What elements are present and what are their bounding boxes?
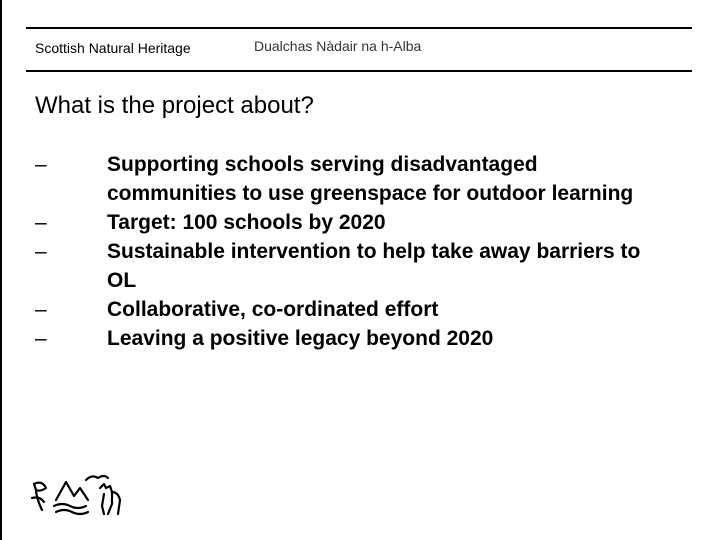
bullet-item [35, 208, 655, 237]
org-name-gaelic: Dualchas Nàdair na h-Alba [254, 38, 422, 54]
bullet-text: Target: 100 schools by 2020 [107, 211, 386, 234]
bullet-dash: – [35, 298, 47, 321]
left-border-rule [0, 0, 2, 540]
snh-logo-icon [28, 470, 126, 518]
bullet-item [35, 237, 655, 295]
header-bottom-rule [26, 70, 692, 72]
bullet-dash: – [35, 240, 47, 263]
bullet-text: Leaving a positive legacy beyond 2020 [107, 327, 494, 350]
slide-title: What is the project about? [35, 92, 314, 119]
org-name-english: Scottish Natural Heritage [35, 40, 191, 56]
bullet-dash: – [35, 211, 47, 234]
bullet-text: Collaborative, co-ordinated effort [107, 298, 439, 321]
bullet-item [35, 150, 655, 208]
bullet-list [35, 150, 655, 353]
bullet-text: Supporting schools serving disadvantaged communities to use greenspace for outdoor learning [107, 153, 634, 205]
bullet-item [35, 324, 655, 353]
bullet-dash: – [35, 327, 47, 350]
bullet-item [35, 295, 655, 324]
bullet-text: Sustainable intervention to help take away barriers to OL [107, 240, 641, 292]
bullet-dash: – [35, 153, 47, 176]
header-top-rule [26, 27, 692, 29]
